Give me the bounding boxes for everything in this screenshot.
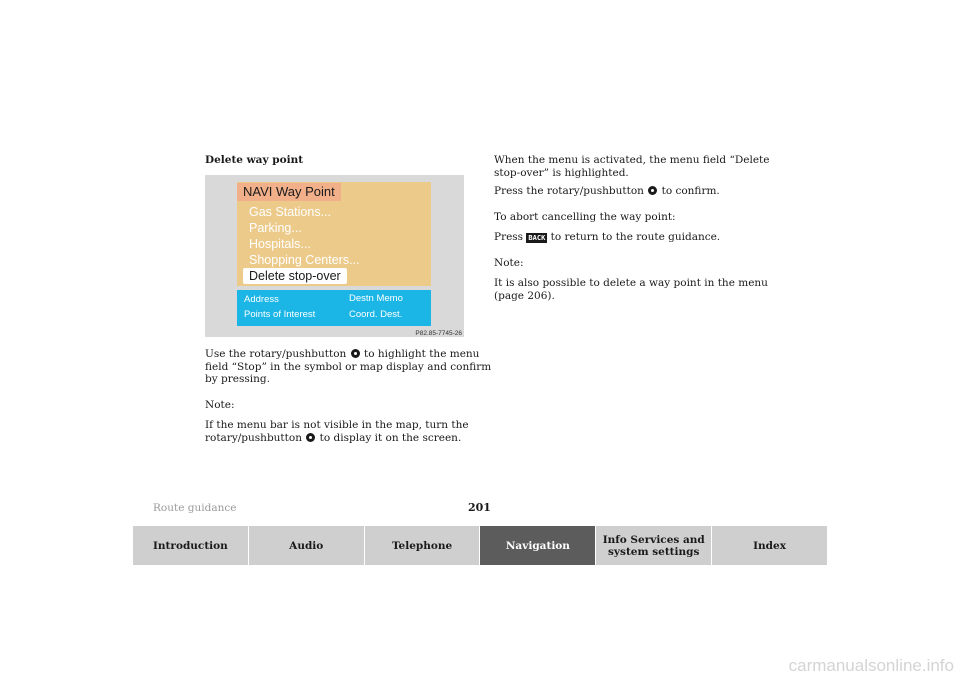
left-paragraph-2 [205,419,469,444]
menu-item-delete-stop-over: Delete stop-over [243,268,347,284]
tab-label: Introduction [153,539,228,552]
tab-label: Telephone [391,539,453,552]
text: by pressing. [205,373,270,386]
tab-label: Info Services and system settings [602,533,705,558]
tab-navigation[interactable] [480,526,596,565]
tab-index[interactable] [712,526,827,565]
tab-label: Index [753,539,786,552]
left-note-label: Note: [205,399,235,411]
tab-label: Audio [289,539,324,552]
right-paragraph-4 [494,231,720,244]
menu-item-parking: Parking... [249,221,302,235]
menu-bar-destn-memo: Destn Memo [349,293,403,304]
text: It is also possible to delete a way point in the menu [494,277,768,289]
rotary-pushbutton-icon [351,349,360,358]
right-paragraph-1 [494,154,769,179]
menu-title: NAVI Way Point [237,183,341,201]
chapter-tab-bar [133,526,827,565]
figure-code: P82.85-7745-26 [415,330,462,337]
tab-telephone[interactable] [365,526,481,565]
section-label: Route guidance [153,502,237,514]
back-key-icon: BACK [528,234,546,242]
tab-audio[interactable] [249,526,365,565]
menu-bar-address: Address [244,294,279,305]
text: stop-over” is highlighted. [494,166,629,179]
tab-label: Navigation [505,539,570,552]
text: field “Stop” in the symbol or map display and confirm [205,360,492,373]
text: When the menu is activated, the menu field “Delete [494,154,770,166]
menu-bar-coord-dest: Coord. Dest. [349,309,403,320]
left-paragraph-1 [205,348,491,386]
menu-item-gas-stations: Gas Stations... [249,205,331,219]
waypoint-menu-list [249,204,360,284]
text: to return to the route guidance. [550,231,721,243]
text: to confirm. [661,185,720,197]
navigation-menu-bar [237,290,431,326]
text: to highlight the menu [363,348,480,360]
text: Press [494,231,524,243]
right-note-label: Note: [494,257,524,269]
rotary-pushbutton-icon [648,186,657,195]
menu-item-delete-stop-over-row [249,268,360,284]
text: If the menu bar is not visible in the map, turn the [205,419,469,431]
menu-bar-points-of-interest: Points of Interest [244,309,316,320]
section-heading: Delete way point [205,154,304,166]
watermark: carmanualsonline.info [788,656,954,675]
text: (page 206). [494,289,555,302]
text: rotary/pushbutton [205,431,302,444]
right-paragraph-5 [494,277,768,302]
right-paragraph-2 [494,185,720,198]
text: Use the rotary/pushbutton [205,348,347,360]
menu-item-hospitals: Hospitals... [249,237,311,251]
menu-item-shopping-centers: Shopping Centers... [249,253,360,267]
rotary-pushbutton-icon [306,433,315,442]
right-paragraph-3: To abort cancelling the way point: [494,211,676,223]
tab-introduction[interactable] [133,526,249,565]
navigation-screen-figure [205,175,464,337]
text: to display it on the screen. [319,431,462,444]
page-number: 201 [468,501,491,514]
text: Press the rotary/pushbutton [494,185,644,197]
waypoint-menu-panel [237,182,431,286]
tab-info-services[interactable] [596,526,712,565]
